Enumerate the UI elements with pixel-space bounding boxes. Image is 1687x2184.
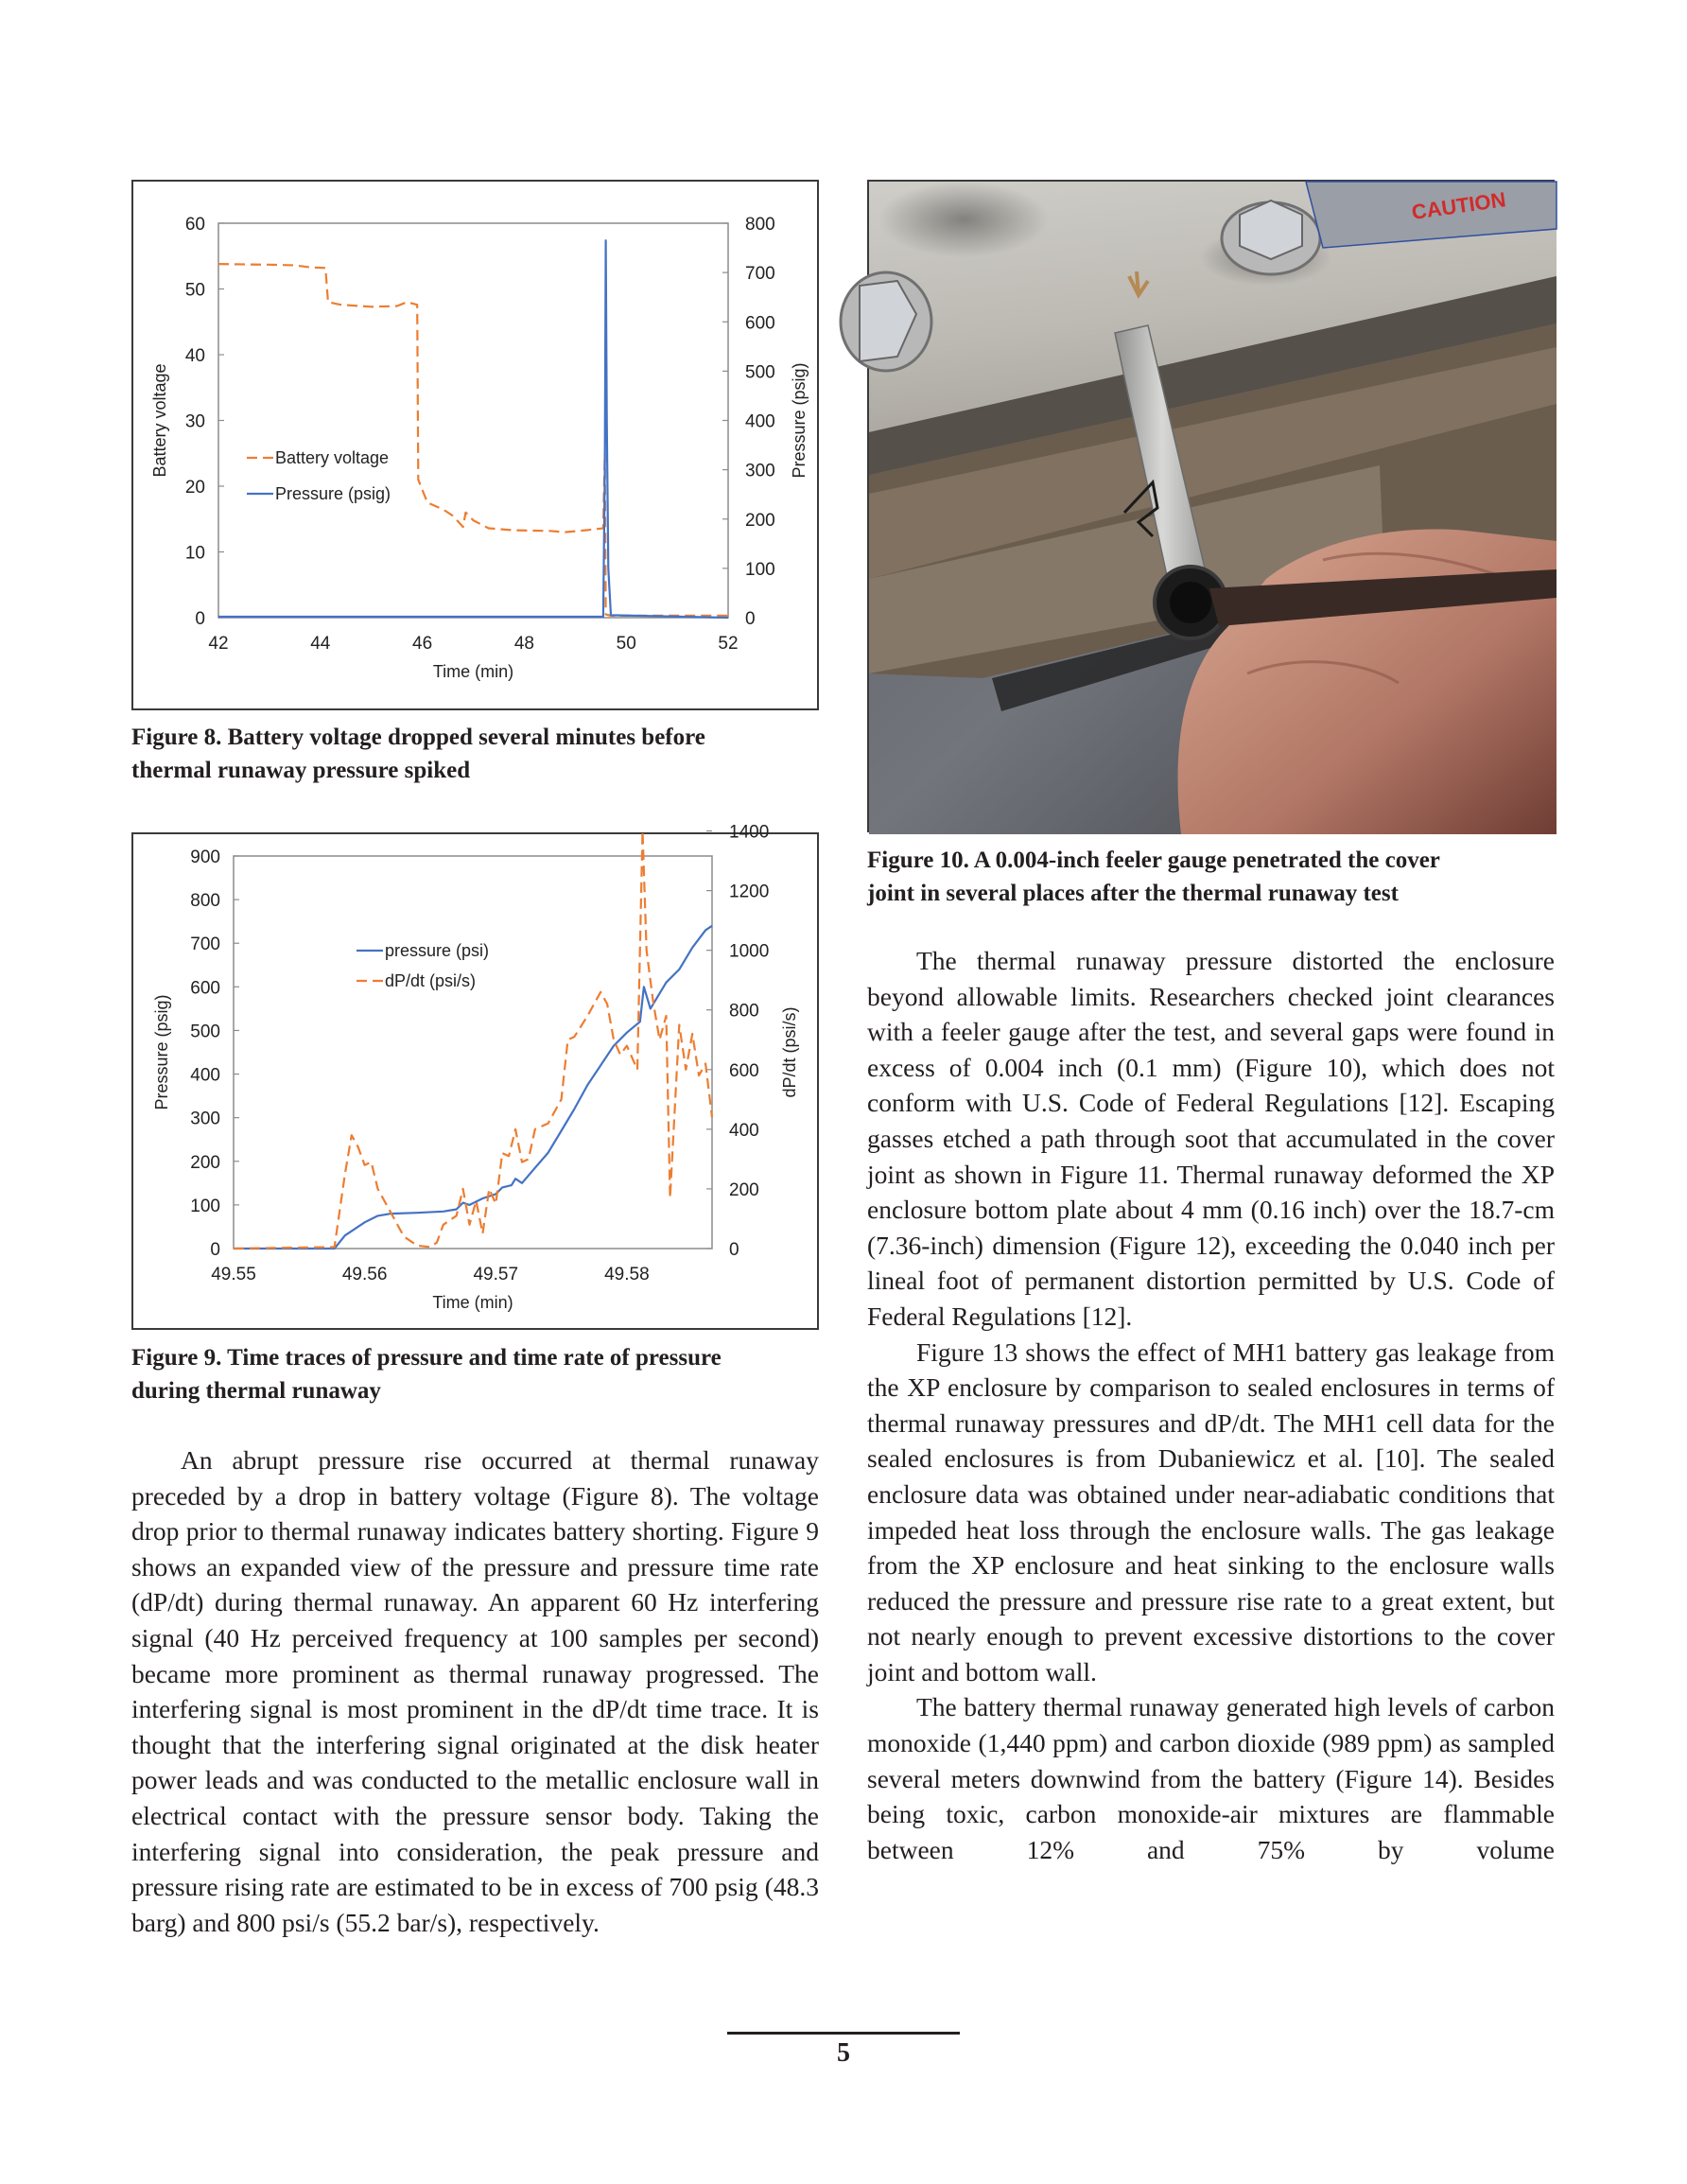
y-tick-label: 50: [184, 280, 205, 301]
y-tick-label: 100: [190, 1196, 220, 1216]
figure-8-caption-line-1: Figure 8. Battery voltage dropped several minutes before: [131, 725, 705, 750]
figure-9-caption-line-1: Figure 9. Time traces of pressure and time rate of pressure: [131, 1345, 722, 1371]
y-tick-label: 300: [190, 1109, 220, 1129]
paragraph: An abrupt pressure rise occurred at thermal runaway preceded by a drop in battery voltage (Figure 8). The voltage drop prior to thermal runaway indicates battery shorting. Figure 9 shows an expanded view of the pressure and pressure time rate (dP/dt) during thermal runaway. An apparent 60 Hz interfering signal (40 Hz perceived frequency at 100 samples per second) became more prominent as thermal runaway progressed. The interfering signal is most prominent in the dP/dt time trace. It is thought that the interfering signal originated at the disk heater power leads and was conducted to the metallic enclosure wall in electrical contact with the pressure sensor body. Taking the interfering signal into consideration, the peak pressure and pressure rising rate are estimated to be in excess of 700 psig (48.3 barg) and 800 psi/s (55.2 bar/s), respectively.: [131, 1445, 819, 1937]
y-tick-label: 200: [190, 1152, 220, 1173]
x-tick-label: 48: [513, 634, 534, 654]
x-axis-title: Time (min): [432, 662, 514, 681]
figure-10-caption: [867, 844, 1586, 910]
y-tick-label: 0: [195, 609, 205, 629]
y-tick-label: 40: [184, 346, 205, 366]
figure-8-chart: [131, 180, 819, 710]
x-tick-label: 49.56: [341, 1265, 388, 1284]
figure-9-caption: [131, 1341, 850, 1407]
figure-8-plot: [133, 182, 821, 712]
caution-label-text: CAUTION: [1410, 187, 1507, 224]
figure-10-caption-line-2: joint in several places after the thermal runaway test: [867, 881, 1399, 906]
y2-tick-label: 1200: [729, 882, 770, 902]
left-column-text: [131, 1442, 819, 1940]
y-tick-label: 0: [210, 1240, 220, 1260]
x-tick-label: 50: [616, 634, 636, 654]
y2-tick-label: 800: [729, 1001, 759, 1022]
series-line: [218, 264, 728, 616]
figure-10-photo: [867, 180, 1555, 832]
legend-label: pressure (psi): [385, 941, 490, 960]
x-tick-label: 44: [310, 634, 331, 654]
right-column-text: [867, 943, 1555, 1867]
y2-tick-label: 1000: [729, 941, 770, 962]
y-tick-label: 60: [184, 215, 205, 235]
y-tick-label: 20: [184, 478, 205, 498]
y2-tick-label: 600: [745, 313, 775, 334]
figure-9-caption-line-2: during thermal runaway: [131, 1378, 381, 1404]
y-tick-label: 600: [190, 978, 220, 999]
y2-tick-label: 700: [745, 264, 775, 285]
y2-tick-label: 200: [729, 1179, 759, 1200]
paragraph: Figure 13 shows the effect of MH1 battery gas leakage from the XP enclosure by comparison to sealed enclosures in terms of thermal runaway pressures and dP/dt. The MH1 cell data for the sealed enclosures is from Dubaniewicz et al. [10]. The sealed enclosure data was obtained under near-adiabatic conditions that impeded heat loss through the enclosure walls. The gas leakage from the XP enclosure and heat sinking to the enclosure walls reduced the pressure and pressure rise rate to a great extent, but not nearly enough to prevent excessive distortions to the cover joint and bottom wall.: [867, 1337, 1555, 1686]
figure-8-caption: [131, 721, 850, 787]
y-tick-label: 400: [190, 1065, 220, 1086]
figure-9-plot: [133, 822, 821, 1332]
y2-tick-label: 100: [745, 559, 775, 580]
y2-axis-title: Pressure (psig): [790, 362, 809, 479]
bolt-right: [1222, 201, 1320, 274]
y-tick-label: 30: [184, 411, 205, 432]
series-line: [218, 240, 728, 618]
y2-tick-label: 800: [745, 215, 775, 235]
legend-label: dP/dt (psi/s): [385, 971, 477, 990]
y2-tick-label: 600: [729, 1060, 759, 1081]
footer-rule: [727, 2032, 960, 2035]
y-tick-label: 900: [190, 847, 220, 867]
figure-10-caption-line-1: Figure 10. A 0.004-inch feeler gauge penetrated the cover: [867, 847, 1440, 873]
x-tick-label: 49.58: [604, 1265, 650, 1284]
x-axis-title: Time (min): [432, 1293, 513, 1312]
paragraph: The battery thermal runaway generated high levels of carbon monoxide (1,440 ppm) and carbon dioxide (989 ppm) as sampled several meters downwind from the battery (Figure 14). Besides being toxic, carbon monoxide-air mixtures are flammable between 12% and 75% by volume: [867, 1692, 1555, 1864]
y2-tick-label: 200: [745, 510, 775, 531]
y-tick-label: 10: [184, 543, 205, 564]
x-tick-label: 42: [208, 634, 229, 654]
bolt-left: [841, 272, 931, 371]
y-axis-title: Pressure (psig): [152, 994, 171, 1110]
legend-label: Pressure (psig): [275, 484, 391, 503]
y-tick-label: 500: [190, 1022, 220, 1042]
page-number: 5: [837, 2038, 850, 2068]
y2-axis-title: dP/dt (psi/s): [780, 1006, 799, 1098]
y2-tick-label: 400: [745, 411, 775, 432]
x-tick-label: 49.57: [473, 1265, 519, 1284]
x-tick-label: 52: [718, 634, 739, 654]
x-tick-label: 49.55: [211, 1265, 256, 1284]
plot-area: [218, 223, 728, 618]
y-tick-label: 700: [190, 935, 220, 955]
y-tick-label: 800: [190, 891, 220, 912]
x-tick-label: 46: [412, 634, 433, 654]
figure-9-chart: [131, 822, 819, 1330]
feeler-gauge-photo-illustration: [869, 182, 1557, 834]
y2-tick-label: 400: [729, 1120, 759, 1141]
y2-tick-label: 0: [745, 609, 756, 629]
y2-tick-label: 500: [745, 362, 775, 383]
y2-tick-label: 300: [745, 461, 775, 481]
y2-tick-label: 0: [729, 1240, 739, 1260]
y-axis-title: Battery voltage: [150, 363, 169, 478]
y2-tick-label: 1400: [729, 822, 770, 843]
legend-label: Battery voltage: [275, 448, 390, 467]
figure-8-caption-line-2: thermal runaway pressure spiked: [131, 758, 471, 783]
series-line: [234, 831, 712, 1249]
paragraph: The thermal runaway pressure distorted the enclosure beyond allowable limits. Researchers checked joint clearances with a feeler gauge after the test, and several gaps were found in excess of 0.004 inch (0.1 mm) (Figure 10), which does not conform with U.S. Code of Federal Regulations [12]. Escaping gasses etched a path through soot that accumulated in the cover joint as shown in Figure 11. Thermal runaway deformed the XP enclosure bottom plate about 4 mm (0.16 inch) over the 18.7-cm (7.36-inch) dimension (Figure 12), exceeding the 0.040 inch per lineal foot of permanent distortion permitted by U.S. Code of Federal Regulations [12].: [867, 946, 1555, 1331]
